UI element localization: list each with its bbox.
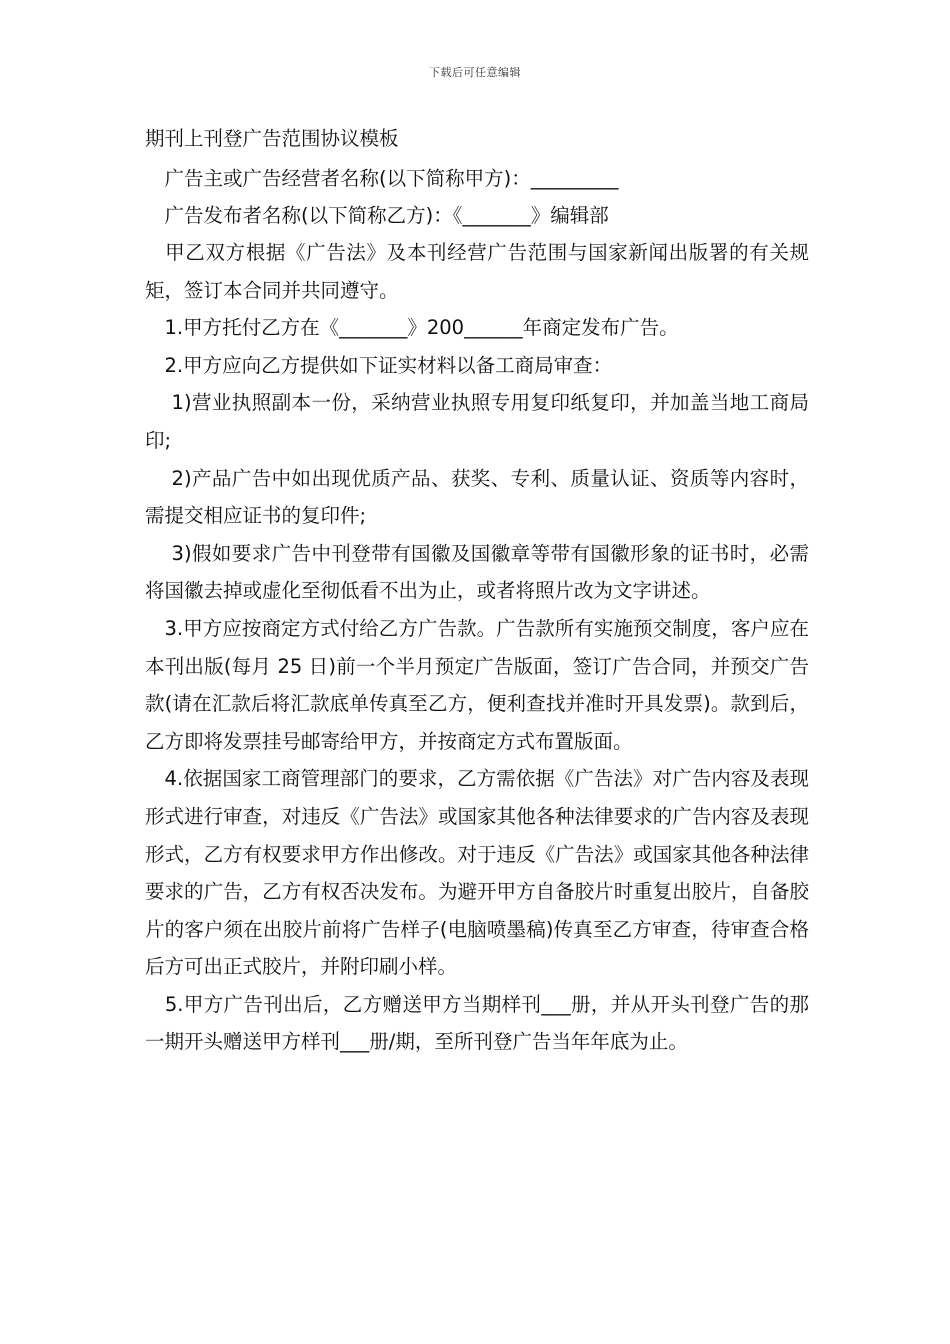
document-title: 期刊上刊登广告范围协议模板: [145, 127, 399, 150]
party-b-line: 广告发布者名称(以下简称乙方)：《_______》编辑部: [145, 204, 609, 227]
party-a-line: 广告主或广告经营者名称(以下简称甲方)：_________: [145, 167, 619, 190]
document-body: [145, 124, 809, 1061]
clause-2-item-1: 1)营业执照副本一份，采纳营业执照专用复印纸复印，并加盖当地工商局印;: [145, 391, 809, 452]
clause-2: 2.甲方应向乙方提供如下证实材料以备工商局审查：: [145, 353, 613, 377]
clause-5: 5.甲方广告刊出后，乙方赠送甲方当期样刊___册，并从开头刊登广告的那一期开头赠送甲方样刊___册/期，至所刊登广告当年年底为止。: [145, 992, 809, 1054]
header-note: 下载后可任意编辑: [429, 66, 521, 79]
intro-paragraph: 甲乙双方根据《广告法》及本刊经营广告范围与国家新闻出版署的有关规矩，签订本合同并共同遵守。: [145, 241, 809, 302]
clause-2-item-3: 3)假如要求广告中刊登带有国徽及国徽章等带有国徽形象的证书时，必需将国徽去掉或虚化至彻低看不出为止，或者将照片改为文字讲述。: [145, 541, 809, 603]
clause-4: 4.依据国家工商管理部门的要求，乙方需依据《广告法》对广告内容及表现形式进行审查，对违反《广告法》或国家其他各种法律要求的广告内容及表现形式，乙方有权要求甲方作出修改。对于违反《广告法》或国家其他各种法律要求的广告，乙方有权否决发布。为避开甲方自备胶片时重复出胶片，自备胶片的客户须在出胶片前将广告样子(电脑喷墨稿)传真至乙方审查，待审查合格后方可出正式胶片，并附印刷小样。: [145, 767, 809, 979]
clause-1: 1.甲方托付乙方在《_______》200______年商定发布广告。: [145, 316, 679, 340]
clause-2-item-2: 2)产品广告中如出现优质产品、获奖、专利、质量认证、资质等内容时， 需提交相应证书的复印件;: [145, 466, 809, 528]
clause-3: 3.甲方应按商定方式付给乙方广告款。广告款所有实施预交制度，客户应在本刊出版(每月 25 日)前一个半月预定广告版面，签订广告合同，并预交广告款(请在汇款后将汇款底单传真至乙方，便利查找并准时开具发票)。款到后，乙方即将发票挂号邮寄给甲方，并按商定方式布置版面。: [145, 616, 809, 753]
